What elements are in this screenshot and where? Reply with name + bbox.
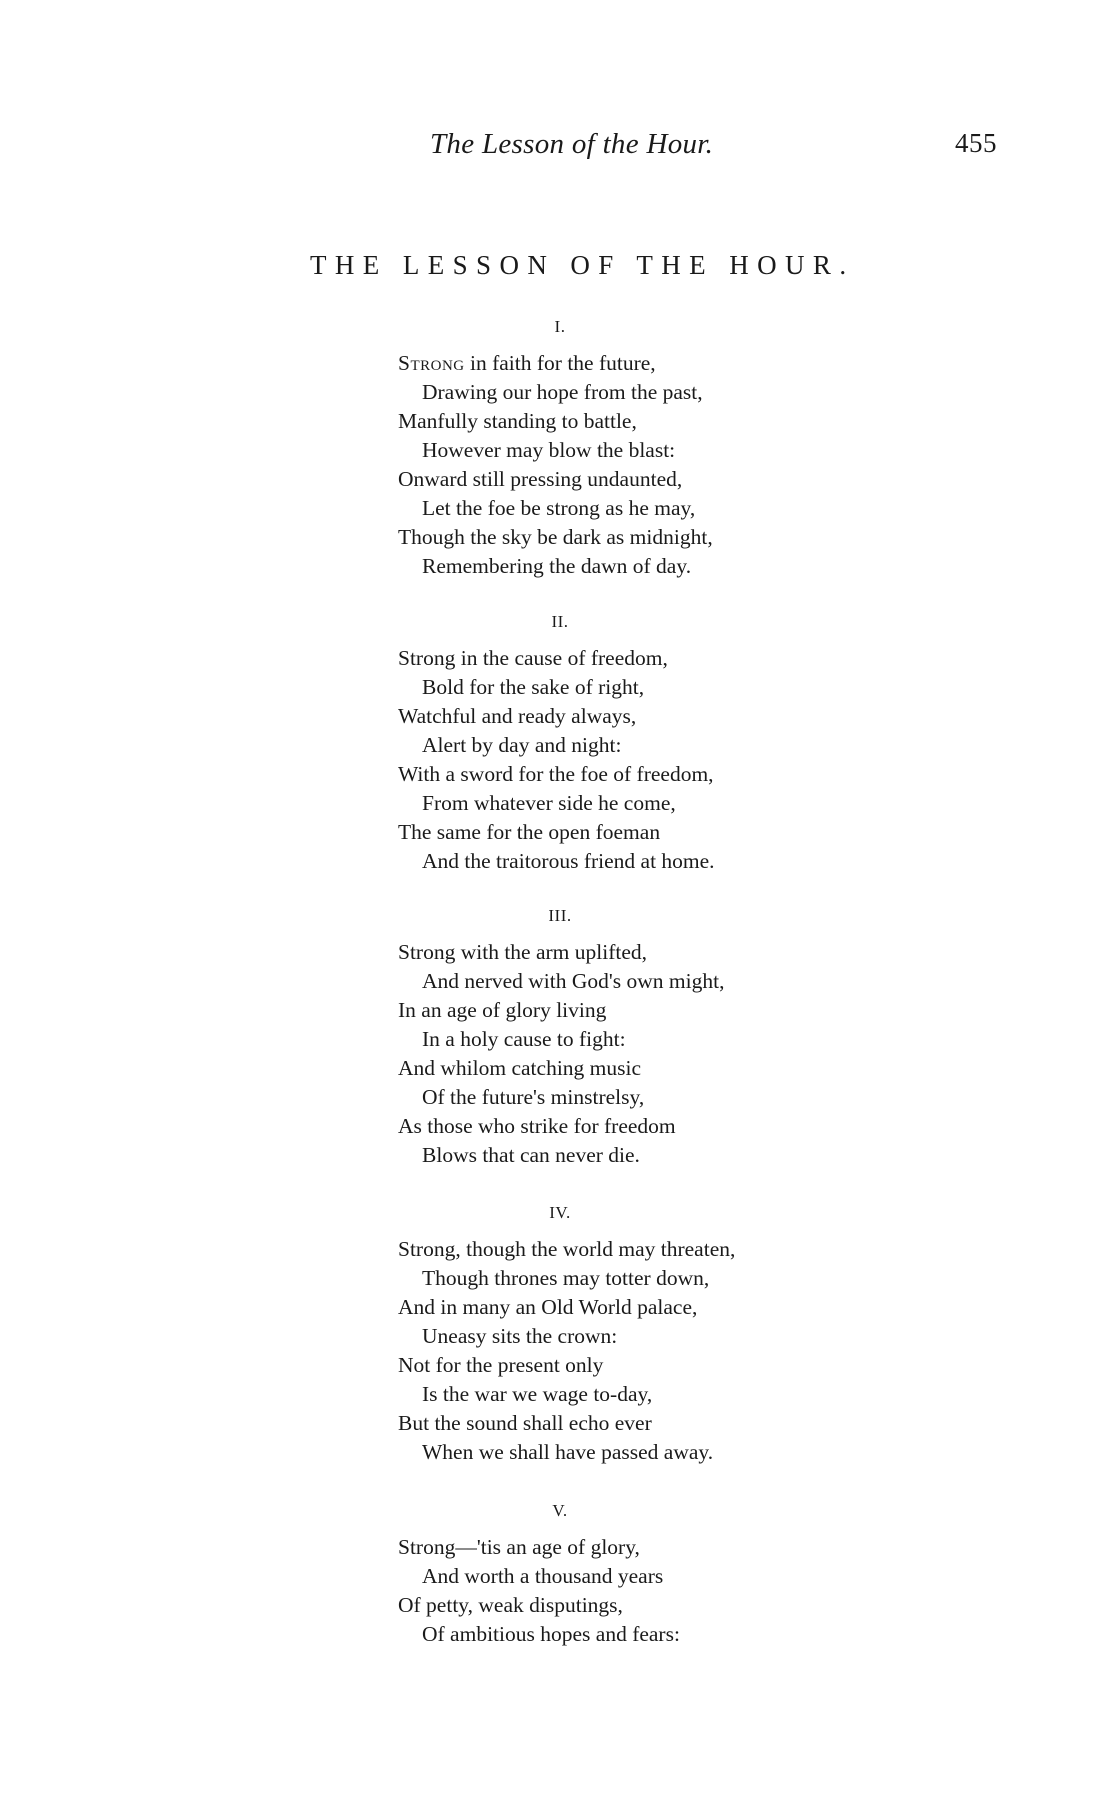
stanza-numeral: V. xyxy=(552,1501,568,1520)
stanza-numeral: IV. xyxy=(549,1203,571,1222)
verse-line: But the sound shall echo ever xyxy=(398,1411,652,1435)
stanza-numeral: II. xyxy=(551,612,569,631)
stanza-lines xyxy=(398,938,918,1170)
verse-line: And in many an Old World palace, xyxy=(398,1295,698,1319)
verse-line: Strong in the cause of freedom, xyxy=(398,646,668,670)
stanza-lines xyxy=(398,1235,918,1467)
stanza-numeral: I. xyxy=(554,317,566,336)
verse-line: Blows that can never die. xyxy=(422,1143,640,1167)
stanza-lines xyxy=(398,1533,918,1649)
verse-line: In a holy cause to fight: xyxy=(422,1027,626,1051)
poem-title: THE LESSON OF THE HOUR. xyxy=(310,250,855,280)
verse-line: Though the sky be dark as midnight, xyxy=(398,525,713,549)
verse-line: Strong—'tis an age of glory, xyxy=(398,1535,640,1559)
verse-line: Though thrones may totter down, xyxy=(422,1266,710,1290)
page-number: 455 xyxy=(955,128,997,158)
verse-line: Is the war we wage to-day, xyxy=(422,1382,653,1406)
verse-line: Uneasy sits the crown: xyxy=(422,1324,618,1348)
verse-line: Strong with the arm uplifted, xyxy=(398,940,648,964)
verse-line: Strong in faith for the future, xyxy=(398,351,656,375)
verse-line: And whilom catching music xyxy=(398,1056,642,1080)
verse-line: From whatever side he come, xyxy=(422,791,676,815)
verse-line: Alert by day and night: xyxy=(422,733,622,757)
drop-word: Strong xyxy=(398,351,465,375)
verse-line: However may blow the blast: xyxy=(422,438,676,462)
verse-line: Watchful and ready always, xyxy=(398,704,637,728)
verse-line: In an age of glory living xyxy=(398,998,607,1022)
verse-line: Let the foe be strong as he may, xyxy=(422,496,696,520)
running-title: The Lesson of the Hour. xyxy=(430,128,714,160)
verse-line: Drawing our hope from the past, xyxy=(422,380,703,404)
verse-line: As those who strike for freedom xyxy=(398,1114,676,1138)
stanza-lines xyxy=(398,349,918,581)
verse-line: And worth a thousand years xyxy=(422,1564,664,1588)
verse-line: Manfully standing to battle, xyxy=(398,409,637,433)
running-head xyxy=(0,128,1120,168)
verse-line: When we shall have passed away. xyxy=(422,1440,714,1464)
verse-line: Strong, though the world may threaten, xyxy=(398,1237,736,1261)
verse-line: Of petty, weak disputings, xyxy=(398,1593,623,1617)
verse-line: The same for the open foeman xyxy=(398,820,661,844)
verse-line: Remembering the dawn of day. xyxy=(422,554,692,578)
verse-line: Of ambitious hopes and fears: xyxy=(422,1622,680,1646)
verse-line: With a sword for the foe of freedom, xyxy=(398,762,714,786)
verse-line: Of the future's minstrelsy, xyxy=(422,1085,645,1109)
stanza-numeral: III. xyxy=(548,906,572,925)
verse-line: Bold for the sake of right, xyxy=(422,675,645,699)
verse-line: Not for the present only xyxy=(398,1353,604,1377)
verse-line: And nerved with God's own might, xyxy=(422,969,725,993)
verse-line: And the traitorous friend at home. xyxy=(422,849,715,873)
stanza-lines xyxy=(398,644,918,876)
verse-line: Onward still pressing undaunted, xyxy=(398,467,683,491)
